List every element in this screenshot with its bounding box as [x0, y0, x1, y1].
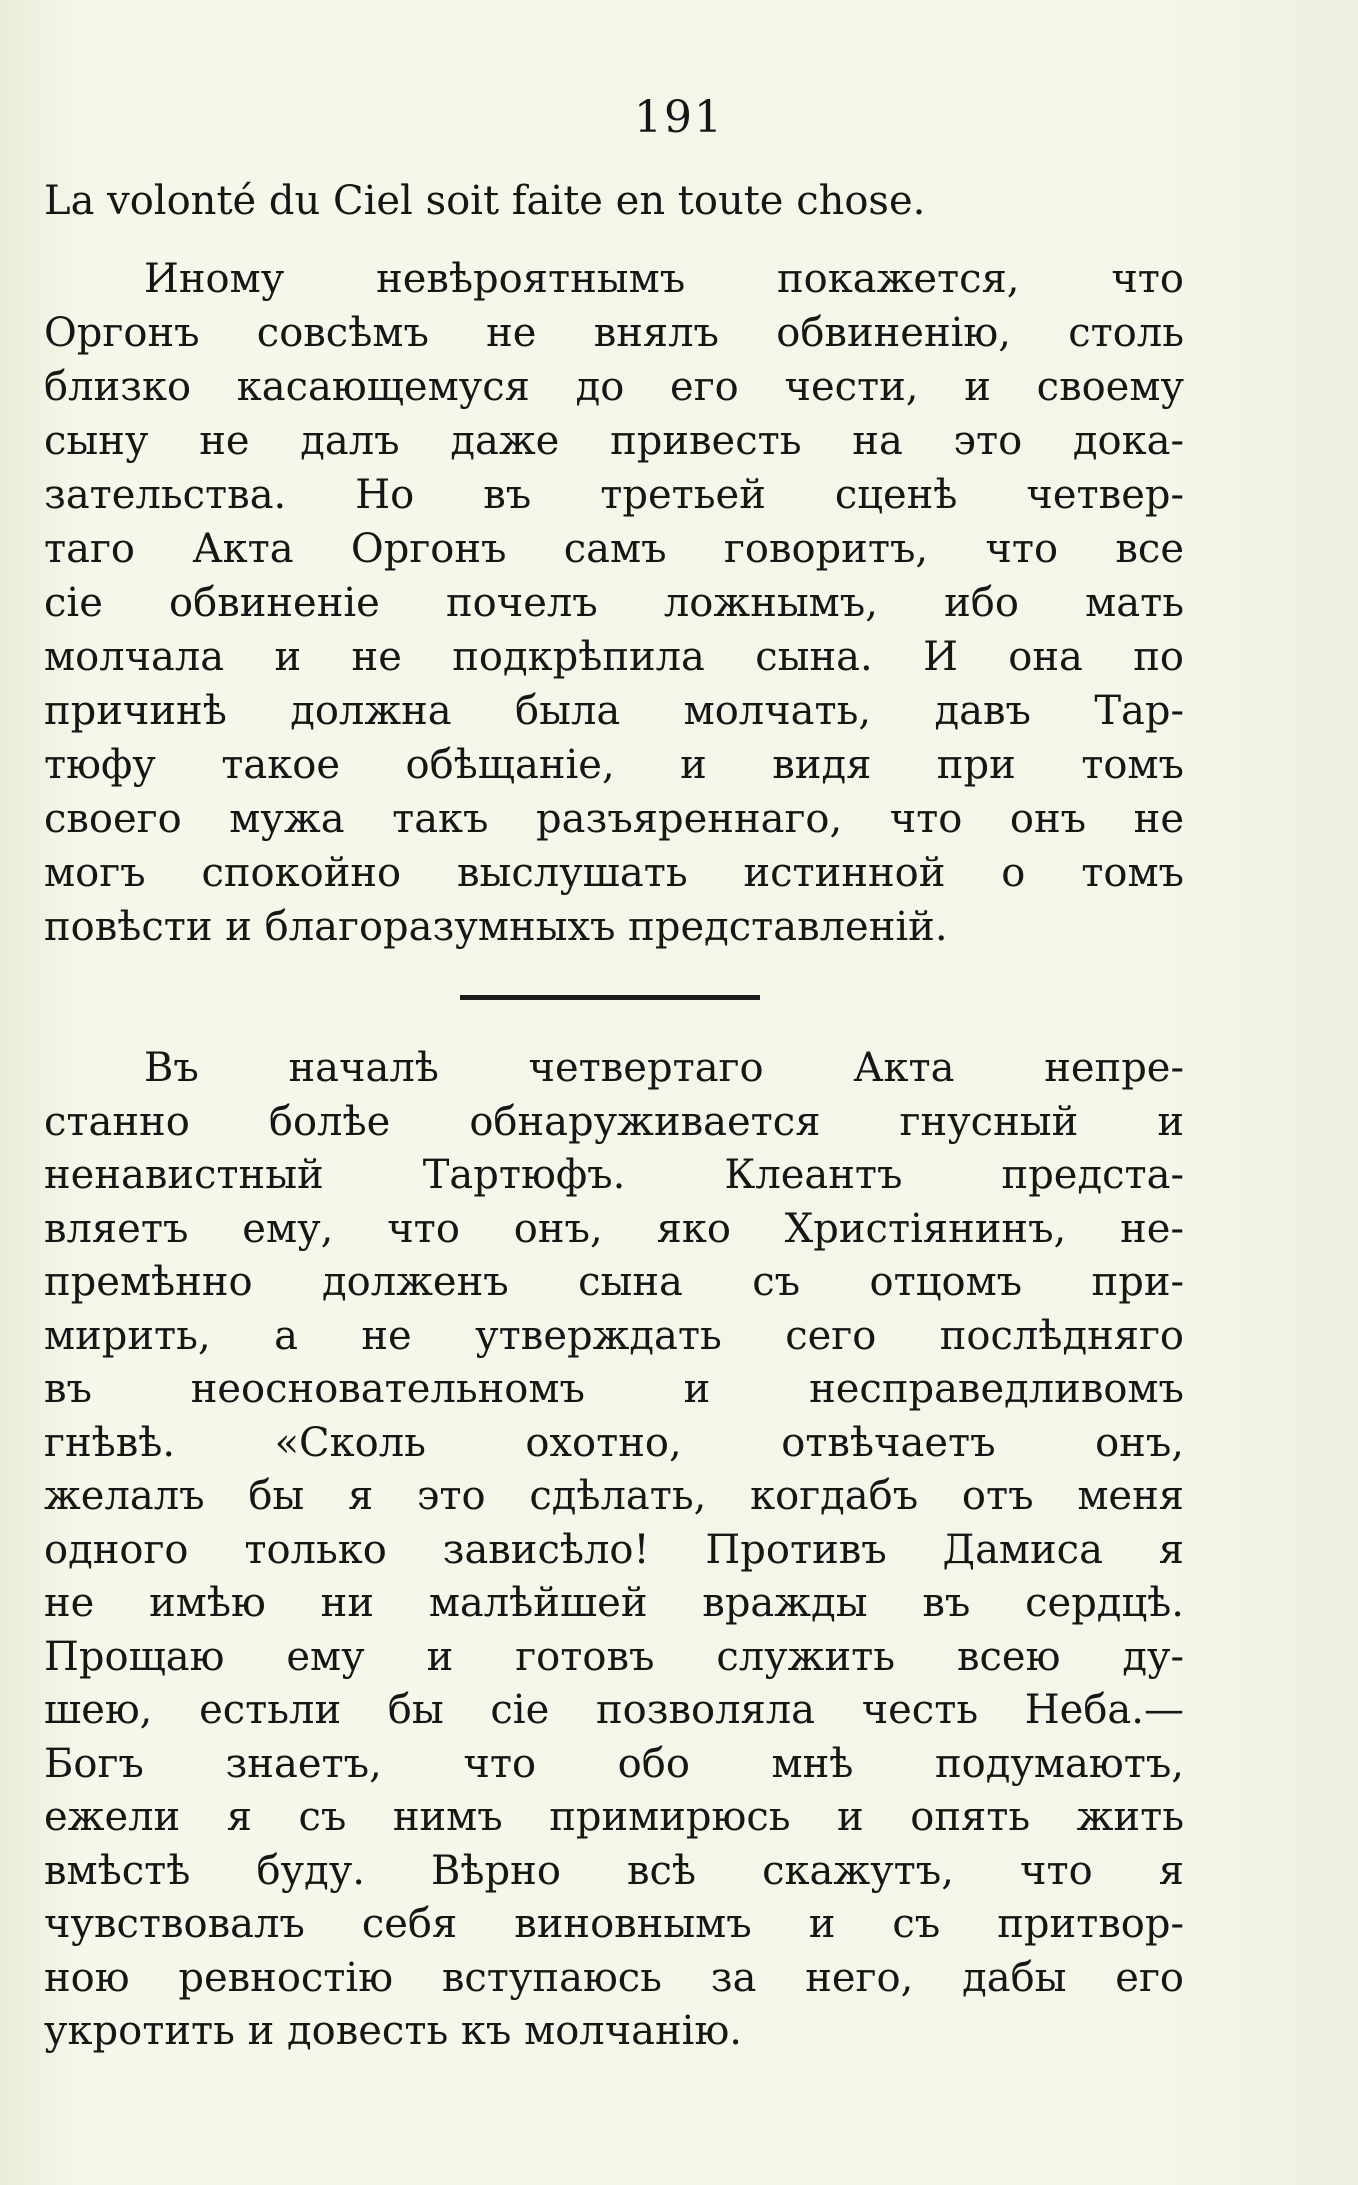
- paragraph-line: станно болѣе обнаруживается гнусный и: [44, 1098, 1184, 1145]
- paragraph-line: таго Акта Оргонъ самъ говоритъ, что все: [44, 526, 1184, 572]
- paragraph-line: молчала и не подкрѣпила сына. И она по: [44, 634, 1184, 680]
- paragraph-line: вмѣстѣ буду. Вѣрно всѣ скажутъ, что я: [44, 1847, 1184, 1894]
- paragraph-1: [44, 252, 1184, 954]
- paragraph-line: Оргонъ совсѣмъ не внялъ обвиненію, столь: [44, 310, 1184, 356]
- paragraph-line: премѣнно долженъ сына съ отцомъ при-: [44, 1259, 1184, 1305]
- paragraph-2: [44, 1042, 1184, 2059]
- paragraph-line: шею, естьли бы сіе позволяла честь Неба.—: [44, 1687, 1184, 1733]
- section-divider: [460, 995, 760, 1000]
- paragraph-line: близко касающемуся до его чести, и своему: [44, 364, 1184, 410]
- paragraph-line: тюфу такое обѣщаніе, и видя при томъ: [44, 742, 1184, 788]
- paragraph-line: сіе обвиненіе почелъ ложнымъ, ибо мать: [44, 580, 1184, 626]
- paragraph-line: Богъ знаетъ, что обо мнѣ подумаютъ,: [44, 1740, 1184, 1787]
- paragraph-line: вляетъ ему, что онъ, яко Христіянинъ, не-: [44, 1205, 1184, 1252]
- paragraph-line: ежели я съ нимъ примирюсь и опять жить: [44, 1794, 1184, 1840]
- paragraph-line: укротить и довесть къ молчанію.: [44, 2008, 742, 2054]
- paragraph-line: Иному невѣроятнымъ покажется, что: [144, 256, 1184, 302]
- paragraph-line: ненавистный Тартюфъ. Клеантъ предста-: [44, 1152, 1184, 1198]
- paragraph-line: ною ревностію вступаюсь за него, дабы его: [44, 1954, 1184, 2001]
- paragraph-line: гнѣвѣ. «Сколь охотно, отвѣчаетъ онъ,: [44, 1419, 1184, 1466]
- page-number: 191: [634, 92, 724, 143]
- paragraph-line: въ неосновательномъ и несправедливомъ: [44, 1366, 1184, 1412]
- paragraph-line: повѣсти и благоразумныхъ представленій.: [44, 904, 948, 950]
- paragraph-line: могъ спокойно выслушать истинной о томъ: [44, 850, 1184, 896]
- paragraph-line: желалъ бы я это сдѣлать, когдабъ отъ меня: [44, 1473, 1184, 1519]
- paragraph-line: чувствовалъ себя виновнымъ и съ притвор-: [44, 1901, 1184, 1947]
- paragraph-line: мирить, а не утверждать сего послѣдняго: [44, 1312, 1184, 1359]
- epigraph: La volonté du Ciel soit faite en toute chose.: [44, 178, 926, 224]
- paragraph-line: Прощаю ему и готовъ служить всею ду-: [44, 1633, 1184, 1680]
- paragraph-line: зательства. Но въ третьей сценѣ четвер-: [44, 472, 1184, 518]
- paragraph-line: своего мужа такъ разъяреннаго, что онъ не: [44, 796, 1184, 842]
- paragraph-line: одного только зависѣло! Противъ Дамиса я: [44, 1526, 1184, 1573]
- paragraph-line: причинѣ должна была молчать, давъ Тар-: [44, 688, 1184, 734]
- paragraph-line: не имѣю ни малѣйшей вражды въ сердцѣ.: [44, 1580, 1184, 1626]
- paragraph-line: сыну не далъ даже привесть на это дока-: [44, 418, 1184, 464]
- paragraph-line: Въ началѣ четвертаго Акта непре-: [144, 1045, 1184, 1091]
